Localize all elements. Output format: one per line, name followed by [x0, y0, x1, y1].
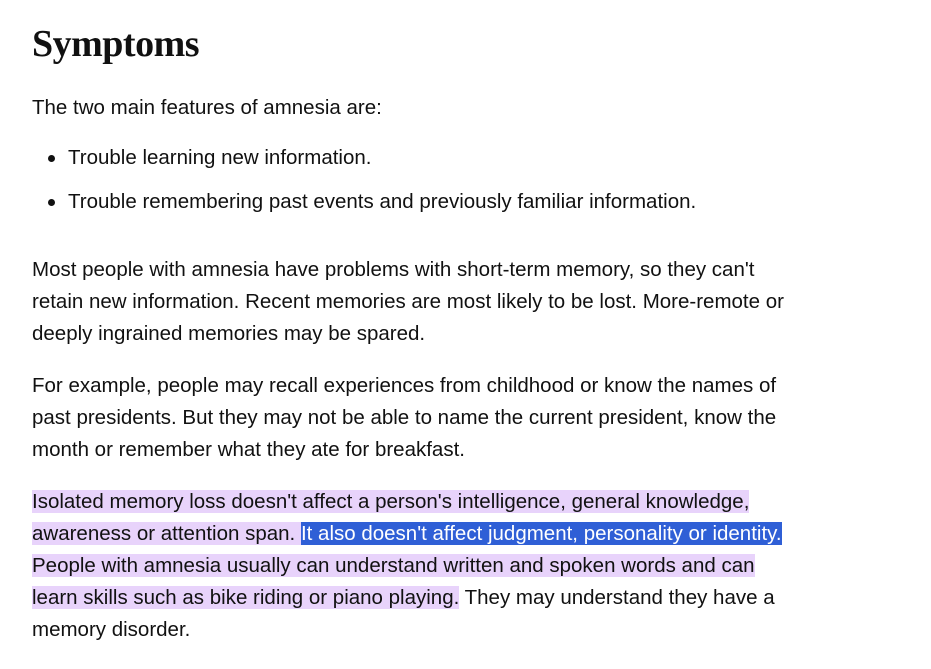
intro-text: The two main features of amnesia are:	[32, 96, 382, 119]
article-section	[32, 22, 792, 646]
selected-text[interactable]: It also doesn't affect judgment, personality or identity.	[300, 522, 782, 545]
list-item: Trouble remembering past events and previously familiar information.	[68, 186, 792, 218]
list-item: Trouble learning new information.	[68, 142, 792, 174]
section-heading: Symptoms	[32, 23, 200, 65]
highlighted-text[interactable]: Isolated memory loss doesn't affect a person's intelligence, general knowledge, awareness or attention span.	[32, 490, 750, 545]
paragraph-highlighted[interactable]	[32, 486, 792, 646]
paragraph-example: For example, people may recall experiences from childhood or know the names of past presidents. But they may not be able to name the current president, know the month or remember what they ate for breakfast.	[32, 374, 777, 461]
highlighted-text-continued[interactable]: People with amnesia usually can understand written and spoken words and can learn skills such as bike riding or piano playing.	[32, 554, 755, 609]
features-list	[32, 142, 792, 218]
plain-text: They may understand they have a memory disorder.	[32, 586, 775, 641]
paragraph-short-term-memory: Most people with amnesia have problems with short-term memory, so they can't retain new information. Recent memories are most likely to be lost. More-remote or deeply ingrained memories may be spared.	[32, 258, 784, 345]
